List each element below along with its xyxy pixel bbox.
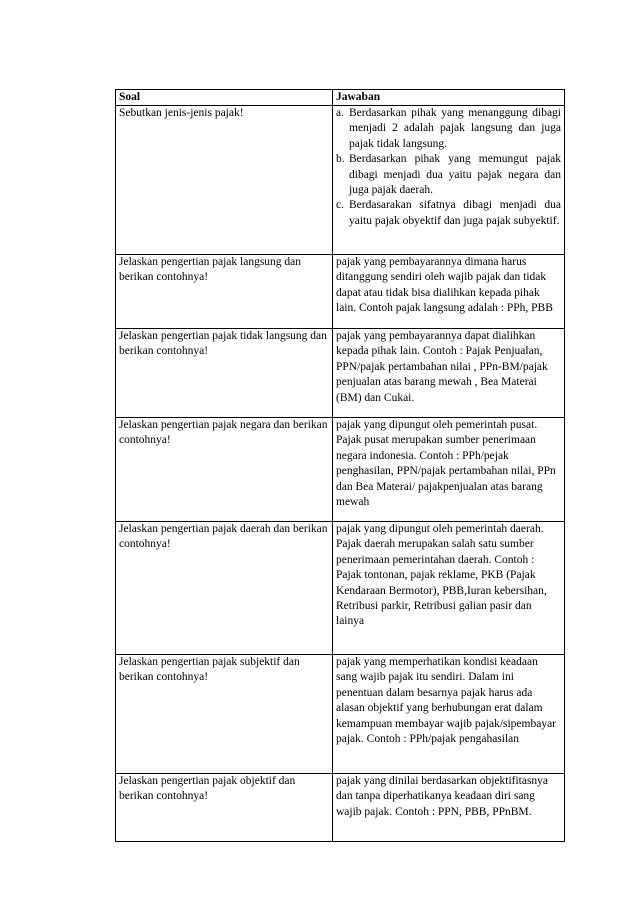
question-cell: Jelaskan pengertian pajak negara dan berikan contohnya!	[116, 418, 333, 522]
qa-table	[115, 89, 565, 842]
answer-list	[336, 106, 561, 229]
table-row	[116, 655, 565, 774]
header-answer: Jawaban	[333, 90, 565, 106]
answer-cell: pajak yang pembayarannya dapat dialihkan kepada pihak lain. Contoh : Pajak Penjualan, PPN/pajak pertambahan nilai , PPn-BM/pajak penjualan atas barang mewah , Bea Materai (BM) dan Cukai.	[333, 329, 565, 418]
table-row	[116, 774, 565, 842]
table-row	[116, 255, 565, 329]
question-cell: Jelaskan pengertian pajak daerah dan berikan contohnya!	[116, 522, 333, 655]
header-question: Soal	[116, 90, 333, 106]
answer-cell: pajak yang dinilai berdasarkan objektifitasnya dan tanpa diperhatikanya keadaan diri sang wajib pajak. Contoh : PPN, PBB, PPnBM.	[333, 774, 565, 842]
table-row	[116, 106, 565, 255]
answer-cell: pajak yang dipungut oleh pemerintah daerah. Pajak daerah merupakan salah satu sumber penerimaan pemerintahan daerah. Contoh : Pajak tontonan, pajak reklame, PKB (Pajak Kendaraan Bermotor), PBB,Iuran kebersihan, Retribusi parkir, Retribusi galian pasir dan lainya	[333, 522, 565, 655]
answer-list-item: Berdasarakan sifatnya dibagi menjadi dua yaitu pajak obyektif dan juga pajak subyektif.	[349, 199, 561, 227]
question-cell: Jelaskan pengertian pajak subjektif dan berikan contohnya!	[116, 655, 333, 774]
answer-cell: pajak yang dipungut oleh pemerintah pusat. Pajak pusat merupakan sumber penerimaan negara indonesia. Contoh : PPh/pejak penghasilan, PPN/pajak pertambahan nilai, PPn dan Bea Materai/ pajakpenjualan atas barang mewah	[333, 418, 565, 522]
question-cell: Jelaskan pengertian pajak langsung dan berikan contohnya!	[116, 255, 333, 329]
table-row	[116, 418, 565, 522]
table-row	[116, 522, 565, 655]
question-cell: Jelaskan pengertian pajak tidak langsung dan berikan contohnya!	[116, 329, 333, 418]
answer-list-item: Berdasarkan pihak yang menanggung dibagi menjadi 2 adalah pajak langsung dan juga pajak tidak langsung.	[349, 107, 561, 150]
answer-cell: pajak yang memperhatikan kondisi keadaan sang wajib pajak itu sendiri. Dalam ini penentuan dalam besarnya pajak harus ada alasan objektif yang berhubungan erat dalam kemampuan membayar wajib pajak/sipembayar pajak. Contoh : PPh/pajak pengahasilan	[333, 655, 565, 774]
table-row	[116, 329, 565, 418]
question-cell: Jelaskan pengertian pajak objektif dan berikan contohnya!	[116, 774, 333, 842]
question-cell: Sebutkan jenis-jenis pajak!	[116, 106, 333, 255]
answer-list-item: Berdasarkan pihak yang memungut pajak dibagi menjadi dua yaitu pajak negara dan juga pajak daerah.	[349, 153, 561, 197]
answer-cell	[333, 106, 565, 255]
answer-cell: pajak yang pembayarannya dimana harus ditanggung sendiri oleh wajib pajak dan tidak dapat atau tidak bisa dialihkan kepada pihak lain. Contoh pajak langsung adalah : PPh, PBB	[333, 255, 565, 329]
table-header-row	[116, 90, 565, 106]
